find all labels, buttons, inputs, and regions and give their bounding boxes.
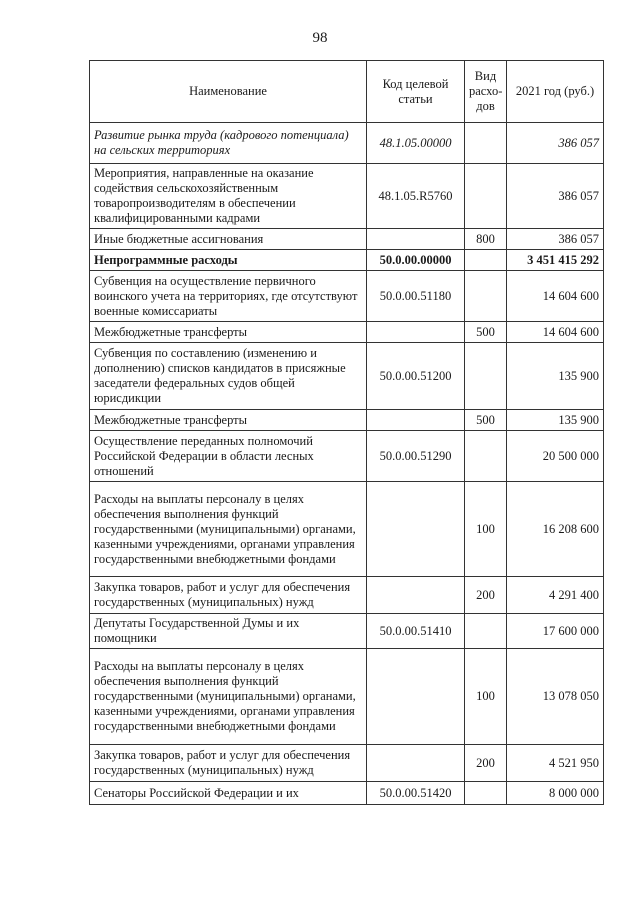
row-amount: 386 057 [507, 123, 604, 164]
row-code [367, 322, 465, 343]
row-code: 50.0.00.51200 [367, 343, 465, 410]
row-code: 50.0.00.51410 [367, 614, 465, 649]
row-name: Субвенция на осуществление первичного воинского учета на территориях, где отсутствуют военные комиссариаты [90, 271, 367, 322]
row-name: Расходы на выплаты персоналу в целях обеспечения выполнения функций государственными (муниципальными) органами, казенными учреждениями, органами управления государственными внебюджетными фондами [90, 649, 367, 745]
header-code: Код целевой статьи [367, 61, 465, 123]
row-kind: 200 [465, 745, 507, 782]
row-amount: 386 057 [507, 229, 604, 250]
row-kind: 800 [465, 229, 507, 250]
row-code: 48.1.05.00000 [367, 123, 465, 164]
row-kind: 100 [465, 482, 507, 577]
row-name: Развитие рынка труда (кадрового потенциала) на сельских территориях [90, 123, 367, 164]
row-amount: 14 604 600 [507, 271, 604, 322]
table-row [90, 577, 604, 614]
row-kind [465, 431, 507, 482]
table-header-row [90, 61, 604, 123]
row-code [367, 577, 465, 614]
row-name: Иные бюджетные ассигнования [90, 229, 367, 250]
row-amount: 135 900 [507, 343, 604, 410]
row-code [367, 649, 465, 745]
row-code [367, 745, 465, 782]
row-amount: 386 057 [507, 164, 604, 229]
row-amount: 3 451 415 292 [507, 250, 604, 271]
row-kind [465, 250, 507, 271]
row-code: 50.0.00.51180 [367, 271, 465, 322]
row-code: 48.1.05.R5760 [367, 164, 465, 229]
row-amount: 4 291 400 [507, 577, 604, 614]
row-amount: 135 900 [507, 410, 604, 431]
table-row [90, 482, 604, 577]
row-code [367, 482, 465, 577]
row-kind [465, 123, 507, 164]
table-row [90, 229, 604, 250]
row-amount: 20 500 000 [507, 431, 604, 482]
row-code: 50.0.00.00000 [367, 250, 465, 271]
row-kind: 200 [465, 577, 507, 614]
row-kind [465, 271, 507, 322]
row-code [367, 410, 465, 431]
table-row [90, 745, 604, 782]
header-amount: 2021 год (руб.) [507, 61, 604, 123]
row-name: Осуществление переданных полномочий Российской Федерации в области лесных отношений [90, 431, 367, 482]
page-number: 98 [312, 30, 328, 46]
row-name: Непрограммные расходы [90, 250, 367, 271]
row-kind [465, 343, 507, 410]
row-kind: 500 [465, 322, 507, 343]
row-name: Закупка товаров, работ и услуг для обеспечения государственных (муниципальных) нужд [90, 577, 367, 614]
row-name: Расходы на выплаты персоналу в целях обеспечения выполнения функций государственными (муниципальными) органами, казенными учреждениями, органами управления государственными внебюджетными фондами [90, 482, 367, 577]
row-code [367, 229, 465, 250]
row-kind: 500 [465, 410, 507, 431]
row-name: Межбюджетные трансферты [90, 410, 367, 431]
row-amount: 16 208 600 [507, 482, 604, 577]
row-code: 50.0.00.51420 [367, 782, 465, 805]
table-row [90, 271, 604, 322]
row-name: Депутаты Государственной Думы и их помощники [90, 614, 367, 649]
row-kind [465, 164, 507, 229]
row-amount: 14 604 600 [507, 322, 604, 343]
table-row [90, 250, 604, 271]
table-row [90, 410, 604, 431]
row-name: Сенаторы Российской Федерации и их [90, 782, 367, 805]
budget-table [89, 60, 604, 805]
table-row [90, 649, 604, 745]
row-kind [465, 614, 507, 649]
table-row [90, 322, 604, 343]
row-name: Закупка товаров, работ и услуг для обеспечения государственных (муниципальных) нужд [90, 745, 367, 782]
row-kind: 100 [465, 649, 507, 745]
table-row [90, 343, 604, 410]
row-amount: 8 000 000 [507, 782, 604, 805]
table-row [90, 123, 604, 164]
table-row [90, 164, 604, 229]
row-code: 50.0.00.51290 [367, 431, 465, 482]
row-name: Мероприятия, направленные на оказание содействия сельскохозяйственным товаропроизводителям в обеспечении квалифицированными кадрами [90, 164, 367, 229]
row-amount: 17 600 000 [507, 614, 604, 649]
table-body [90, 123, 604, 805]
row-kind [465, 782, 507, 805]
table-row [90, 782, 604, 805]
row-name: Субвенция по составлению (изменению и дополнению) списков кандидатов в присяжные заседатели федеральных судов общей юрисдикции [90, 343, 367, 410]
row-amount: 4 521 950 [507, 745, 604, 782]
header-name: Наименование [90, 61, 367, 123]
row-amount: 13 078 050 [507, 649, 604, 745]
header-kind: Вид расхо-дов [465, 61, 507, 123]
table-row [90, 614, 604, 649]
table-row [90, 431, 604, 482]
row-name: Межбюджетные трансферты [90, 322, 367, 343]
